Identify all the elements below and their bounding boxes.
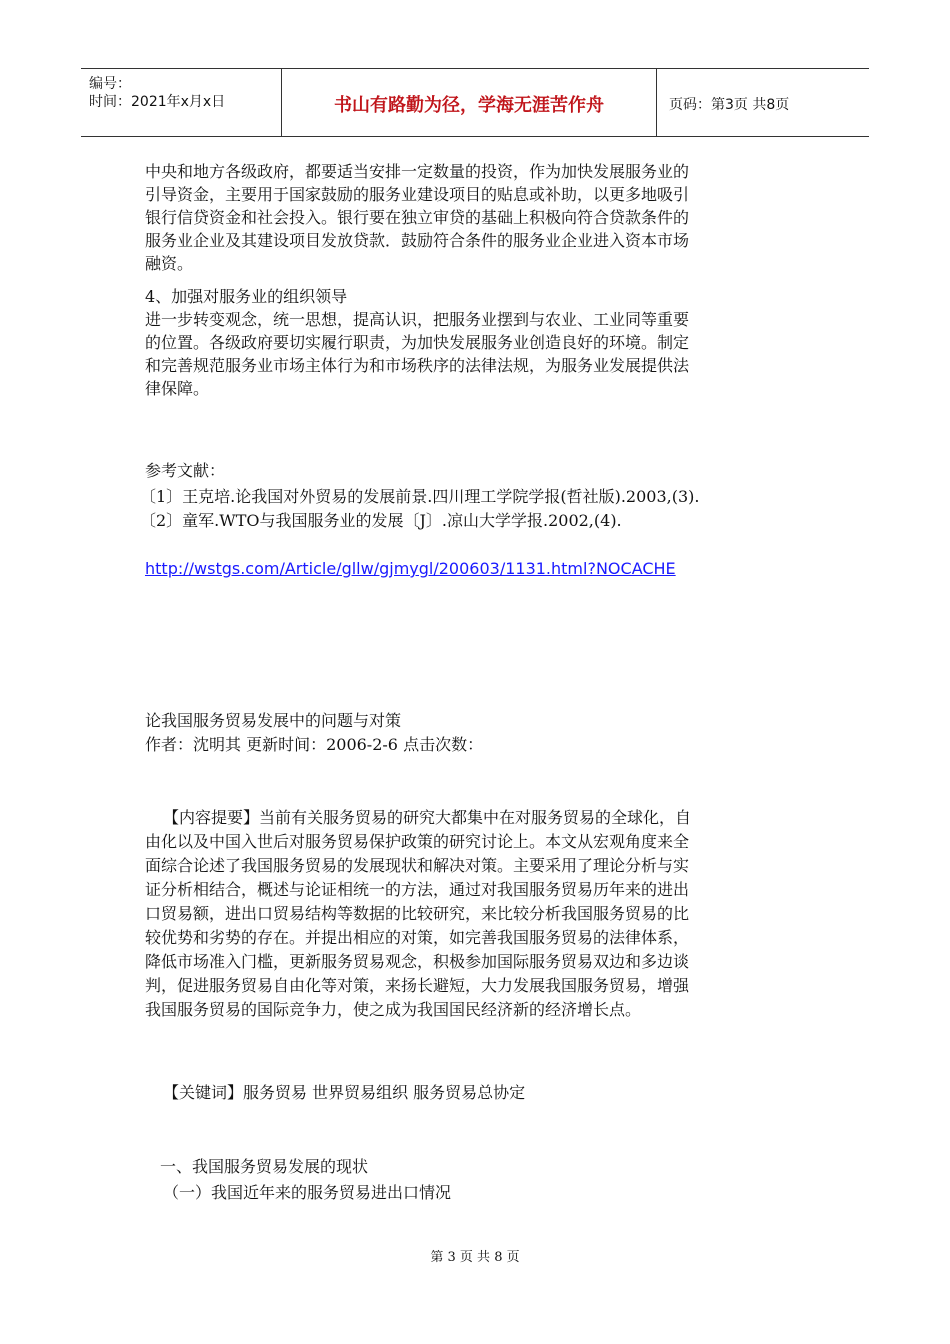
header-motto: 书山有路勤为径，学海无涯苦作舟 — [334, 95, 604, 116]
abstract-line: 较优势和劣势的存在。并提出相应的对策，如完善我国服务贸易的法律体系， — [145, 928, 690, 947]
body-paragraph-line: 银行信贷资金和社会投入。银行要在独立审贷的基础上积极向符合贷款条件的 — [145, 208, 690, 227]
section-heading: 一、我国服务贸易发展的现状 — [160, 1157, 369, 1176]
abstract-line: 口贸易额，进出口贸易结构等数据的比较研究，来比较分析我国服务贸易的比 — [145, 904, 690, 923]
source-link-row — [145, 558, 676, 579]
abstract-line: 我国服务贸易的国际竞争力，使之成为我国国民经济新的经济增长点。 — [145, 1000, 642, 1019]
header-motto-cell — [282, 69, 657, 136]
abstract-line: 降低市场准入门槛，更新服务贸易观念，积极参加国际服务贸易双边和多边谈 — [145, 952, 690, 971]
body-paragraph-line: 融资。 — [145, 254, 194, 273]
body-paragraph-line: 律保障。 — [145, 379, 210, 398]
reference-item: 〔2〕童军.WTO与我国服务业的发展〔J〕.凉山大学学报.2002,(4). — [140, 511, 622, 530]
abstract-line: 【内容提要】当前有关服务贸易的研究大都集中在对服务贸易的全球化，自 — [163, 808, 692, 827]
article-meta: 作者：沈明其 更新时间：2006-2-6 点击次数： — [145, 735, 484, 754]
body-paragraph-line: 的位置。各级政府要切实履行职责，为加快发展服务业创造良好的环境。制定 — [145, 333, 690, 352]
page-header — [81, 68, 869, 137]
body-paragraph-line: 服务业企业及其建设项目发放贷款．鼓励符合条件的服务业企业进入资本市场 — [145, 231, 690, 250]
body-paragraph-line: 引导资金，主要用于国家鼓励的服务业建设项目的贴息或补助，以更多地吸引 — [145, 185, 690, 204]
abstract-line: 证分析相结合，概述与论证相统一的方法，通过对我国服务贸易历年来的进出 — [145, 880, 690, 899]
body-paragraph-line: 中央和地方各级政府，都要适当安排一定数量的投资，作为加快发展服务业的 — [145, 162, 690, 181]
keywords: 【关键词】服务贸易 世界贸易组织 服务贸易总协定 — [163, 1083, 526, 1102]
reference-item: 〔1〕王克培.论我国对外贸易的发展前景.四川理工学院学报(哲社版).2003,(3). — [140, 487, 700, 506]
article-title: 论我国服务贸易发展中的问题与对策 — [145, 711, 402, 730]
abstract-line: 面综合论述了我国服务贸易的发展现状和解决对策。主要采用了理论分析与实 — [145, 856, 690, 875]
header-right-cell — [657, 69, 869, 136]
abstract-line: 由化以及中国入世后对服务贸易保护政策的研究讨论上。本文从宏观角度来全 — [145, 832, 690, 851]
references-title: 参考文献： — [145, 461, 226, 480]
document-date: 时间：2021年x月x日 — [89, 94, 226, 110]
header-left-cell — [81, 69, 282, 136]
body-paragraph-line: 进一步转变观念，统一思想，提高认识，把服务业摆到与农业、工业同等重要 — [145, 310, 690, 329]
body-paragraph-line: 和完善规范服务业市场主体行为和市场秩序的法律法规，为服务业发展提供法 — [145, 356, 690, 375]
section-heading: 4、加强对服务业的组织领导 — [145, 287, 348, 306]
header-page-info: 页码：第3页 共8页 — [669, 97, 790, 113]
source-link[interactable]: http://wstgs.com/Article/gllw/gjmygl/200603/1131.html?NOCACHE — [145, 559, 676, 578]
abstract-line: 判，促进服务贸易自由化等对策，来扬长避短，大力发展我国服务贸易，增强 — [145, 976, 690, 995]
document-number-label: 编号： — [89, 76, 131, 92]
subsection-heading: （一）我国近年来的服务贸易进出口情况 — [163, 1183, 452, 1202]
page-footer: 第 3 页 共 8 页 — [430, 1250, 520, 1265]
